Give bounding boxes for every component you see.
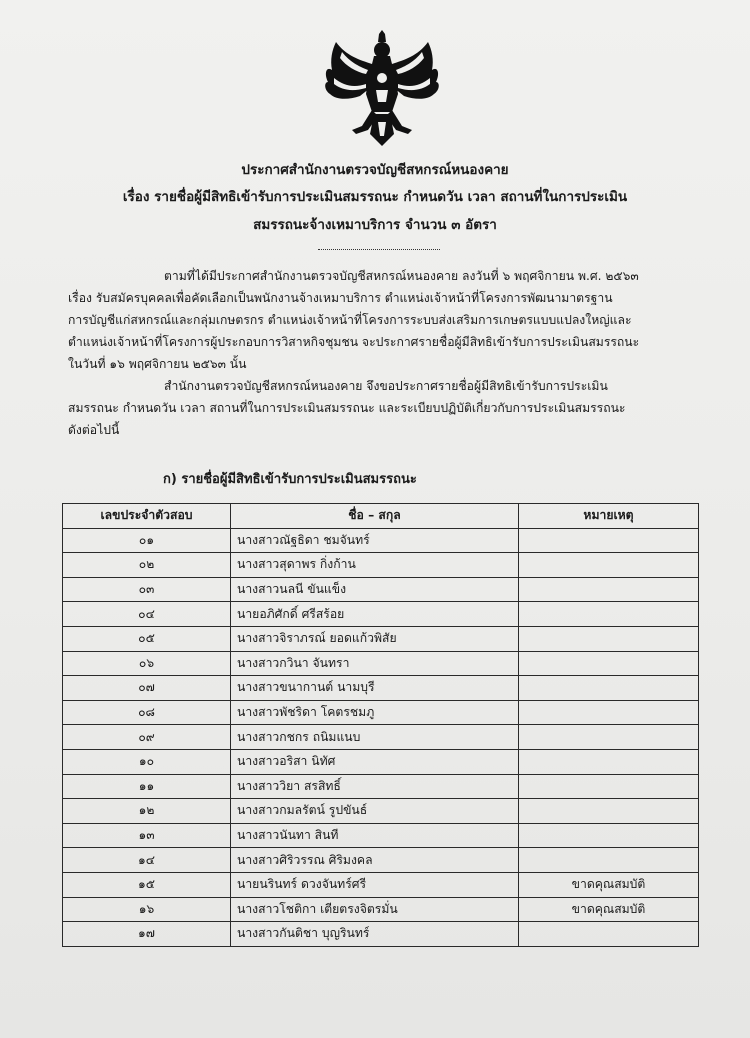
table-row (63, 725, 699, 750)
name-cell: นางสาวกชกร ถนิมแนบ (231, 725, 519, 750)
table-row (63, 749, 699, 774)
subject-line-continued: สมรรถนะจ้างเหมาบริการ จำนวน ๓ อัตรา (253, 217, 497, 233)
paragraph-line: การบัญชีแก่สหกรณ์และกลุ่มเกษตรกร ตำแหน่งเจ้าหน้าที่โครงการระบบส่งเสริมการเกษตรแบบแปลงใหญ่และ (68, 313, 632, 327)
remark-cell (519, 700, 699, 725)
table-row (63, 848, 699, 873)
name-cell: นางสาวนลนี ขันแข็ง (231, 577, 519, 602)
name-cell: นางสาวอริสา นิทัศ (231, 749, 519, 774)
exam-id-cell: ๐๘ (63, 700, 231, 725)
subject-line: เรื่อง รายชื่อผู้มีสิทธิเข้ารับการประเมินสมรรถนะ กำหนดวัน เวลา สถานที่ในการประเมิน (122, 189, 628, 205)
exam-id-cell: ๑๔ (63, 848, 231, 873)
office-title: ประกาศสำนักงานตรวจบัญชีสหกรณ์หนองคาย (241, 162, 509, 178)
exam-id-cell: ๑๓ (63, 823, 231, 848)
section-title: ก) รายชื่อผู้มีสิทธิเข้ารับการประเมินสมรรถนะ (163, 472, 417, 487)
remark-cell (519, 528, 699, 553)
exam-id-cell: ๐๔ (63, 602, 231, 627)
table-row (63, 577, 699, 602)
name-cell: นายนรินทร์ ดวงจันทร์ศรี (231, 872, 519, 897)
name-cell: นางสาวกวินา จันทรา (231, 651, 519, 676)
remark-cell (519, 651, 699, 676)
remark-cell: ขาดคุณสมบัติ (519, 897, 699, 922)
table-row (63, 922, 699, 947)
remark-cell (519, 676, 699, 701)
table-row (63, 553, 699, 578)
name-cell: นางสาวศิริวรรณ ศิริมงคล (231, 848, 519, 873)
remark-cell (519, 725, 699, 750)
name-cell: นางสาวพัชริดา โคตรชมภู (231, 700, 519, 725)
name-cell: นางสาวขนากานต์ นามบุรี (231, 676, 519, 701)
paragraph-line: ดังต่อไปนี้ (68, 423, 120, 437)
name-cell: นางสาวกมลรัตน์ รูปขันธ์ (231, 799, 519, 824)
name-cell: นางสาวณัฐธิดา ชมจันทร์ (231, 528, 519, 553)
exam-id-cell: ๐๓ (63, 577, 231, 602)
candidate-table (62, 503, 699, 947)
name-cell: นางสาวโชติกา เตียตรงจิตรมั่น (231, 897, 519, 922)
table-row (63, 700, 699, 725)
remark-cell (519, 602, 699, 627)
table-row (63, 676, 699, 701)
paragraph-line: ตำแหน่งเจ้าหน้าที่โครงการผู้ประกอบการวิสาหกิจชุมชน จะประกาศรายชื่อผู้มีสิทธิเข้ารับการประเมินสมรรถนะ (68, 335, 640, 349)
exam-id-cell: ๑๕ (63, 872, 231, 897)
name-cell: นายอภิศักดิ์ ศรีสร้อย (231, 602, 519, 627)
paragraph-announcement-reference (68, 265, 708, 375)
name-cell: นางสาววิยา สรสิทธิ์ (231, 774, 519, 799)
exam-id-cell: ๐๗ (63, 676, 231, 701)
remark-cell (519, 823, 699, 848)
exam-id-cell: ๐๖ (63, 651, 231, 676)
garuda-emblem-icon (322, 30, 442, 148)
paragraph-line: สำนักงานตรวจบัญชีสหกรณ์หนองคาย จึงขอประกาศรายชื่อผู้มีสิทธิเข้ารับการประเมิน (164, 379, 608, 393)
exam-id-cell: ๑๑ (63, 774, 231, 799)
paragraph-line: ตามที่ได้มีประกาศสำนักงานตรวจบัญชีสหกรณ์หนองคาย ลงวันที่ ๖ พฤศจิกายน พ.ศ. ๒๕๖๓ (164, 269, 639, 283)
name-cell: นางสาวนันทา สินที (231, 823, 519, 848)
exam-id-cell: ๑๒ (63, 799, 231, 824)
remark-cell (519, 577, 699, 602)
column-header-name: ชื่อ – สกุล (231, 504, 519, 529)
paragraph-line: เรื่อง รับสมัครบุคคลเพื่อคัดเลือกเป็นพนักงานจ้างเหมาบริการ ตำแหน่งเจ้าหน้าที่โครงการพัฒนามาตรฐาน (68, 291, 613, 305)
remark-cell (519, 848, 699, 873)
exam-id-cell: ๑๐ (63, 749, 231, 774)
paragraph-line: สมรรถนะ กำหนดวัน เวลา สถานที่ในการประเมินสมรรถนะ และระเบียบปฏิบัติเกี่ยวกับการประเมินสมรรถนะ (68, 401, 626, 415)
name-cell: นางสาวสุดาพร กิ่งก้าน (231, 553, 519, 578)
table-row (63, 897, 699, 922)
exam-id-cell: ๐๒ (63, 553, 231, 578)
table-row (63, 602, 699, 627)
exam-id-cell: ๑๖ (63, 897, 231, 922)
remark-cell (519, 553, 699, 578)
remark-cell (519, 774, 699, 799)
remark-cell (519, 922, 699, 947)
table-row (63, 823, 699, 848)
table-row (63, 528, 699, 553)
table-row (63, 626, 699, 651)
table-row (63, 872, 699, 897)
remark-cell (519, 626, 699, 651)
name-cell: นางสาวจิราภรณ์ ยอดแก้วพิสัย (231, 626, 519, 651)
column-header-exam-id: เลขประจำตัวสอบ (63, 504, 231, 529)
remark-cell: ขาดคุณสมบัติ (519, 872, 699, 897)
exam-id-cell: ๑๗ (63, 922, 231, 947)
paragraph-announcement-purpose (68, 375, 708, 441)
paragraph-line: ในวันที่ ๑๖ พฤศจิกายน ๒๕๖๓ นั้น (68, 357, 247, 371)
dotted-divider (318, 249, 440, 250)
exam-id-cell: ๐๙ (63, 725, 231, 750)
table-row (63, 774, 699, 799)
name-cell: นางสาวกันติชา บุญรินทร์ (231, 922, 519, 947)
remark-cell (519, 749, 699, 774)
table-row (63, 799, 699, 824)
table-row (63, 651, 699, 676)
column-header-remark: หมายเหตุ (519, 504, 699, 529)
exam-id-cell: ๐๑ (63, 528, 231, 553)
table-header-row (63, 504, 699, 529)
exam-id-cell: ๐๕ (63, 626, 231, 651)
remark-cell (519, 799, 699, 824)
